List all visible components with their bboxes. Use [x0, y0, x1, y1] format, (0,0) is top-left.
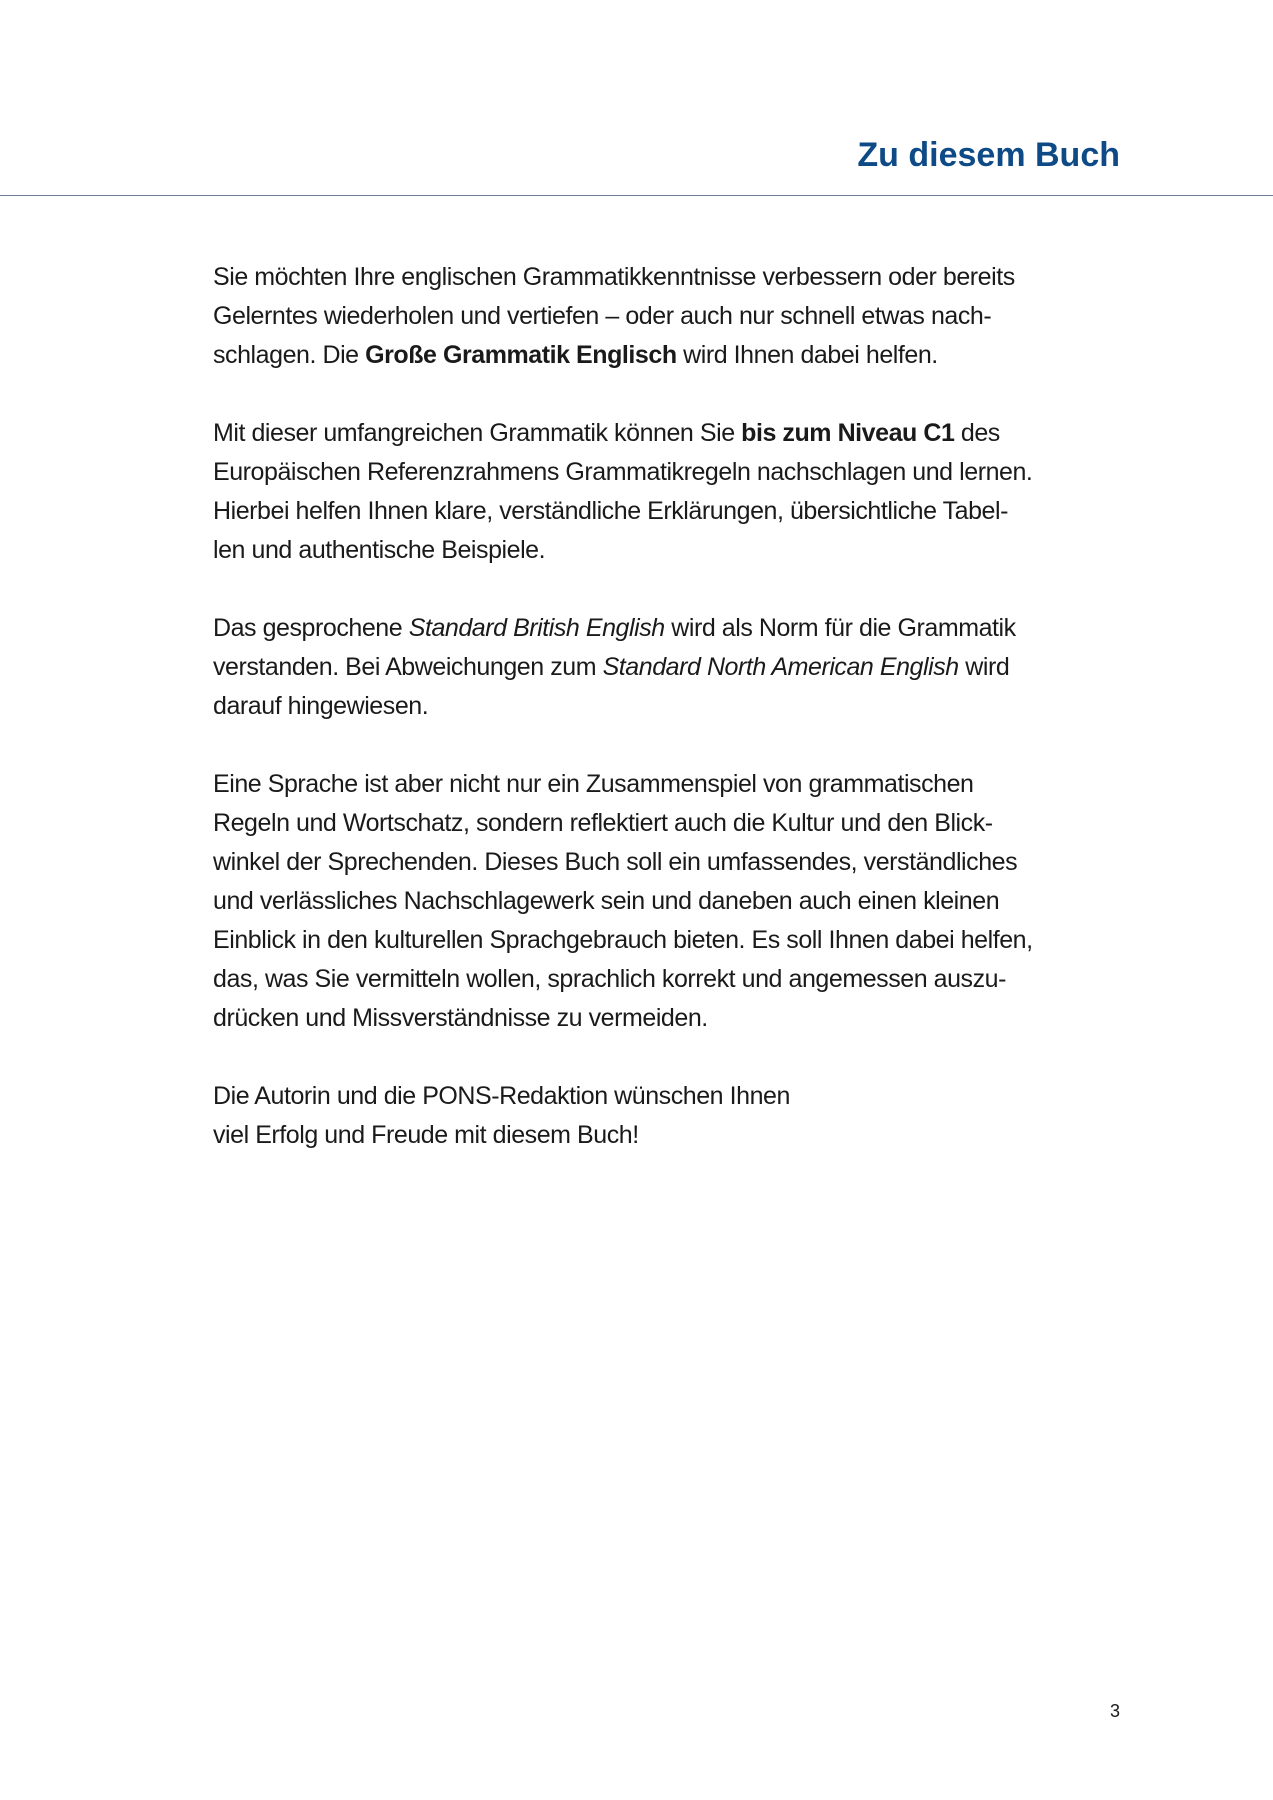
text-run: Das gesprochene: [213, 614, 409, 642]
text-run: drücken und Missverständnisse zu vermeiden.: [213, 1004, 708, 1032]
text-run: winkel der Sprechenden. Dieses Buch soll ein umfassendes, verständliches: [213, 848, 1018, 876]
text-run: Gelerntes wiederholen und vertiefen – oder auch nur schnell etwas nach-: [213, 302, 992, 330]
paragraph-culture: [213, 765, 1133, 1038]
text-run: Europäischen Referenzrahmens Grammatikregeln nachschlagen und lernen.: [213, 458, 1033, 486]
text-line: [213, 609, 1133, 648]
page-title: Zu diesem Buch: [857, 136, 1120, 174]
text-line: [213, 336, 1133, 375]
text-run: Einblick in den kulturellen Sprachgebrauch bieten. Es soll Ihnen dabei helfen,: [213, 926, 1033, 954]
text-run: Regeln und Wortschatz, sondern reflektiert auch die Kultur und den Blick-: [213, 809, 993, 837]
body-text: [213, 258, 1133, 1194]
paragraph-closing: [213, 1077, 1133, 1155]
text-run: verstanden. Bei Abweichungen zum: [213, 653, 603, 681]
text-run: viel Erfolg und Freude mit diesem Buch!: [213, 1121, 639, 1149]
text-line: [213, 804, 1133, 843]
text-run: und verlässliches Nachschlagewerk sein und daneben auch einen kleinen: [213, 887, 1000, 915]
book-title-bold: Große Grammatik Englisch: [365, 341, 677, 369]
header-divider: [0, 195, 1273, 196]
text-line: [213, 687, 1133, 726]
american-english-italic: Standard North American English: [602, 653, 959, 681]
text-run: wird als Norm für die Grammatik: [664, 614, 1016, 642]
text-run: darauf hingewiesen.: [213, 692, 429, 720]
text-line: [213, 765, 1133, 804]
text-line: [213, 453, 1133, 492]
text-line: [213, 843, 1133, 882]
page-number: 3: [1109, 1701, 1120, 1721]
text-run: wird: [958, 653, 1010, 681]
paragraph-intro: [213, 258, 1133, 375]
text-line: [213, 921, 1133, 960]
page-header: [0, 0, 1273, 196]
british-english-italic: Standard British English: [408, 614, 665, 642]
text-line: [213, 960, 1133, 999]
text-line: [213, 258, 1133, 297]
paragraph-level: [213, 414, 1133, 570]
text-run: wird Ihnen dabei helfen.: [676, 341, 938, 369]
text-run: Eine Sprache ist aber nicht nur ein Zusammenspiel von grammatischen: [213, 770, 974, 798]
text-run: len und authentische Beispiele.: [213, 536, 546, 564]
text-run: des: [954, 419, 1000, 447]
text-line: [213, 1077, 1133, 1116]
level-bold: bis zum Niveau C1: [741, 419, 955, 447]
text-line: [213, 882, 1133, 921]
paragraph-standard: [213, 609, 1133, 726]
text-line: [213, 492, 1133, 531]
text-line: [213, 414, 1133, 453]
text-run: Mit dieser umfangreichen Grammatik können Sie: [213, 419, 742, 447]
text-line: [213, 531, 1133, 570]
text-line: [213, 999, 1133, 1038]
text-line: [213, 1116, 1133, 1155]
text-run: Sie möchten Ihre englischen Grammatikkenntnisse verbessern oder bereits: [213, 263, 1015, 291]
text-run: schlagen. Die: [213, 341, 366, 369]
text-run: das, was Sie vermitteln wollen, sprachlich korrekt und angemessen auszu-: [213, 965, 1006, 993]
text-line: [213, 297, 1133, 336]
text-line: [213, 648, 1133, 687]
text-run: Die Autorin und die PONS-Redaktion wünschen Ihnen: [213, 1082, 790, 1110]
text-run: Hierbei helfen Ihnen klare, verständliche Erklärungen, übersichtliche Tabel-: [213, 497, 1008, 525]
